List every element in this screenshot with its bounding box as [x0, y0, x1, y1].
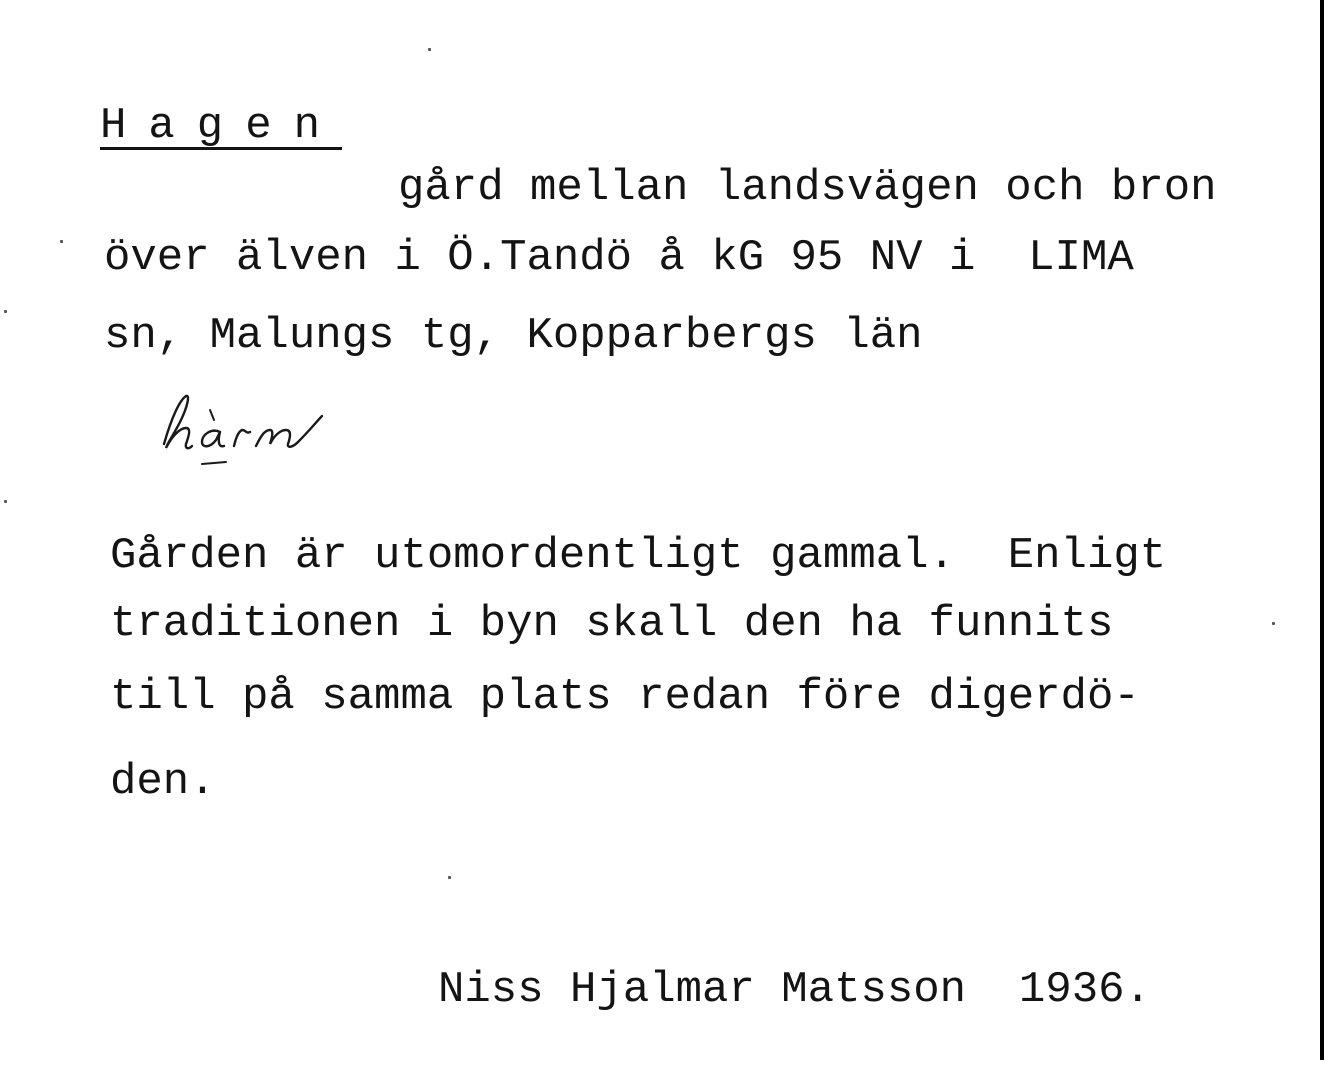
- scan-speck: [1272, 622, 1275, 625]
- description-line-1: Gården är utomordentligt gammal. Enligt: [110, 531, 1167, 581]
- card-edge-border: [1320, 0, 1324, 1060]
- description-line-3: till på samma plats redan före digerdö-: [110, 672, 1140, 722]
- handwritten-pronunciation: [150, 386, 340, 476]
- scan-speck: [448, 876, 451, 879]
- location-line-1: gård mellan landsvägen och bron: [398, 163, 1217, 213]
- location-line-3: sn, Malungs tg, Kopparbergs län: [104, 311, 923, 361]
- scan-speck: [4, 500, 7, 503]
- scan-speck: [4, 310, 7, 313]
- signature-line: Niss Hjalmar Matsson 1936.: [438, 965, 1151, 1015]
- location-line-2: över älven i Ö.Tandö å kG 95 NV i LIMA: [104, 233, 1134, 283]
- place-name-heading: Hagen: [100, 101, 343, 151]
- scan-speck: [428, 48, 431, 51]
- description-line-2: traditionen i byn skall den ha funnits: [110, 599, 1114, 649]
- scan-speck: [60, 240, 63, 243]
- description-line-4: den.: [110, 757, 216, 807]
